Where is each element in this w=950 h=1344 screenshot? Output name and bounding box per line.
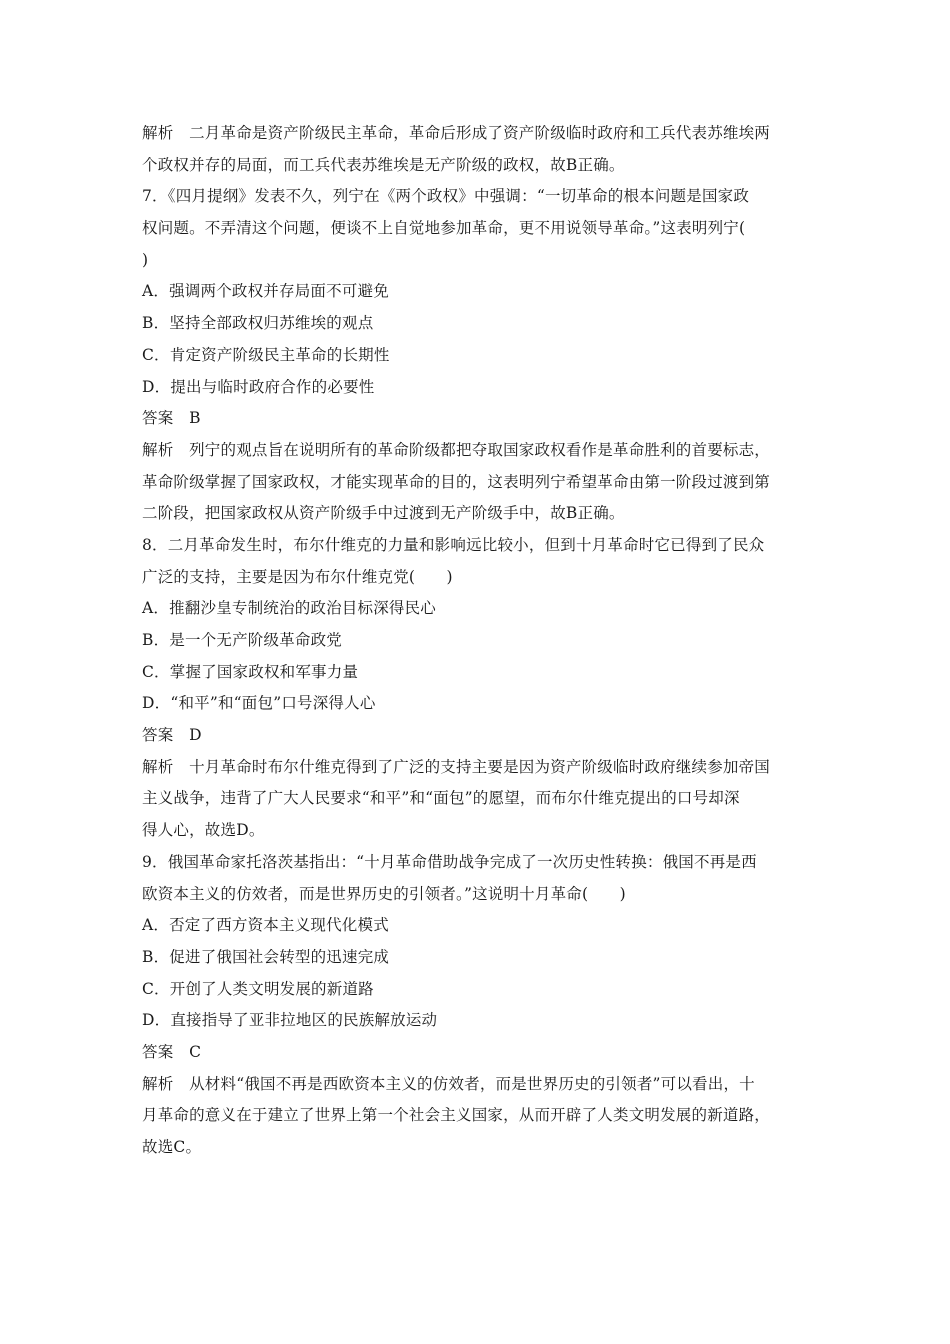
question-7-option-b: B．坚持全部政权归苏维埃的观点 <box>142 314 374 333</box>
question-8-option-b: B．是一个无产阶级革命政党 <box>142 631 342 649</box>
analysis-9-line-2: 月革命的意义在于建立了世界上第一个社会主义国家，从而开辟了人类文明发展的新道路， <box>142 1106 771 1125</box>
answer-9: 答案 C <box>142 1042 202 1061</box>
question-9-option-b: B．促进了俄国社会转型的迅速完成 <box>142 947 390 966</box>
analysis-7-line-2: 革命阶级掌握了国家政权，才能实现革命的目的，这表明列宁希望革命由第一阶段过渡到第 <box>142 472 771 491</box>
analysis-7-line-1: 解析 列宁的观点旨在说明所有的革命阶级都把夺取国家政权看作是革命胜利的首要标志， <box>142 440 771 459</box>
analysis-8-line-1: 解析 十月革命时布尔什维克得到了广泛的支持主要是因为资产阶级临时政府继续参加帝国 <box>142 757 771 776</box>
question-7-option-c: C．肯定资产阶级民主革命的长期性 <box>142 345 390 364</box>
analysis-6-line-2: 个政权并存的局面，而工兵代表苏维埃是无产阶级的政权，故B正确。 <box>142 155 625 174</box>
analysis-8-line-2: 主义战争，违背了广大人民要求“和平”和“面包”的愿望，而布尔什维克提出的口号却深 <box>142 789 740 808</box>
question-9-line-1: 9．俄国革命家托洛茨基指出：“十月革命借助战争完成了一次历史性转换：俄国不再是西 <box>142 852 757 871</box>
analysis-7-line-3: 二阶段，把国家政权从资产阶级手中过渡到无产阶级手中，故B正确。 <box>142 504 625 523</box>
question-9-option-c: C．开创了人类文明发展的新道路 <box>142 979 374 998</box>
question-7-option-a: A．强调两个政权并存局面不可避免 <box>142 282 389 301</box>
document-body <box>142 118 822 1164</box>
question-9-option-a: A．否定了西方资本主义现代化模式 <box>142 916 389 935</box>
analysis-8-line-3: 得人心，故选D。 <box>142 821 265 840</box>
analysis-9-line-1: 解析 从材料“俄国不再是西欧资本主义的仿效者，而是世界历史的引领者”可以看出，十 <box>142 1074 755 1093</box>
question-9-line-2: 欧资本主义的仿效者，而是世界历史的引领者。”这说明十月革命( ) <box>142 884 626 903</box>
question-7-line-1: 7．《四月提纲》发表不久，列宁在《两个政权》中强调：“一切革命的根本问题是国家政 <box>142 187 750 206</box>
question-7-option-d: D．提出与临时政府合作的必要性 <box>142 377 375 396</box>
question-7-line-2: 权问题。不弄清这个问题，便谈不上自觉地参加革命，更不用说领导革命。”这表明列宁( <box>142 219 746 238</box>
answer-8: 答案 D <box>142 726 202 745</box>
question-7-line-3: ) <box>142 250 149 269</box>
question-8-option-d: D．“和平”和“面包”口号深得人心 <box>142 694 376 713</box>
answer-7: 答案 B <box>142 409 201 428</box>
analysis-6-line-1: 解析 二月革命是资产阶级民主革命，革命后形成了资产阶级临时政府和工兵代表苏维埃两 <box>142 124 771 142</box>
question-9-option-d: D．直接指导了亚非拉地区的民族解放运动 <box>142 1011 438 1030</box>
question-8-option-c: C．掌握了国家政权和军事力量 <box>142 662 359 681</box>
analysis-9-line-3: 故选C。 <box>142 1138 202 1156</box>
question-8-option-a: A．推翻沙皇专制统治的政治目标深得民心 <box>142 599 436 618</box>
question-8-line-2: 广泛的支持，主要是因为布尔什维克党( ) <box>142 567 453 586</box>
question-8-line-1: 8．二月革命发生时，布尔什维克的力量和影响远比较小，但到十月革命时它已得到了民众 <box>142 535 765 554</box>
